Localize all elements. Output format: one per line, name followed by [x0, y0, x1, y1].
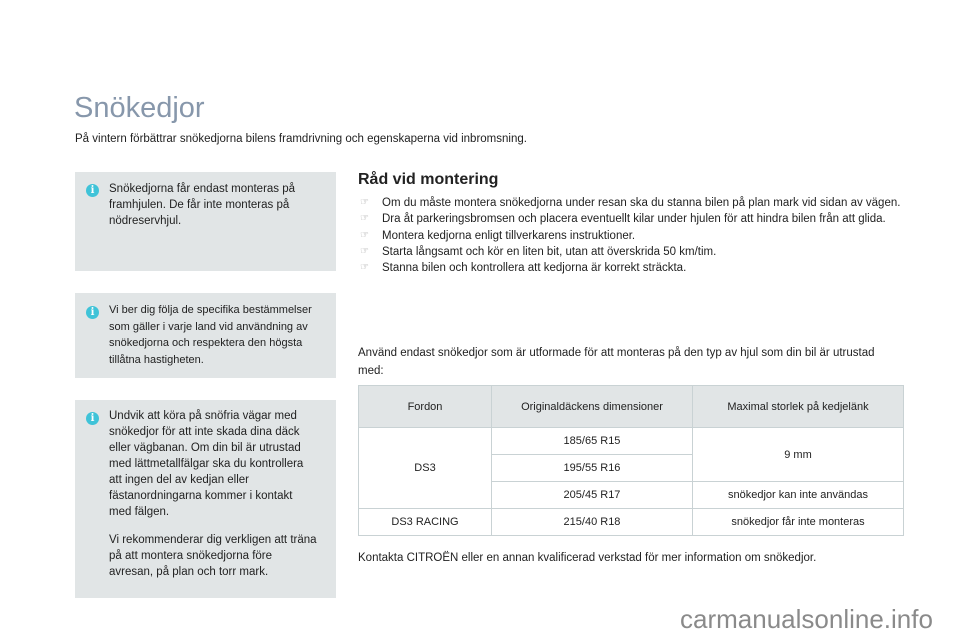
- vehicle-cell: DS3: [359, 428, 492, 509]
- tyre-cell: 215/40 R18: [492, 509, 693, 536]
- watermark: carmanualsonline.info: [680, 604, 933, 634]
- list-item: ☞ Montera kedjorna enligt tillverkarens instruktioner.: [358, 228, 908, 244]
- note-text: Undvik att köra på snöfria vägar med snökedjor för att inte skada dina däck eller vägbanan. Om din bil är utrustad med lättmetallfälgar ska du kontrollera att ingen del av kedjan eller fästanordningarna kommer i kontakt med fälgen.: [109, 410, 304, 518]
- vehicle-cell: DS3 RACING: [359, 509, 492, 536]
- info-note-3: [75, 400, 336, 598]
- pointing-hand-icon: ☞: [360, 197, 369, 208]
- pointing-hand-icon: ☞: [360, 245, 369, 257]
- info-icon: i: [86, 184, 99, 197]
- list-item: ☞ Dra åt parkeringsbromsen och placera eventuellt kilar under hjulen för att hindra bilen från att glida.: [358, 211, 908, 227]
- intro-text: På vintern förbättrar snökedjorna bilens framdrivning och egenskaperna vid inbromsning.: [75, 133, 527, 145]
- info-icon: i: [86, 306, 99, 319]
- pointing-hand-icon: ☞: [360, 229, 369, 241]
- pointing-hand-icon: ☞: [360, 213, 369, 225]
- list-item: ☞ Om du måste montera snökedjorna under resan ska du stanna bilen på plan mark vid sidan av vägen.: [358, 195, 908, 211]
- tyre-cell: 195/55 R16: [492, 455, 693, 482]
- list-item: ☞ Starta långsamt och kör en liten bit, utan att överskrida 50 km/tim.: [358, 244, 908, 260]
- advice-list: [358, 195, 908, 276]
- snow-chain-table: [358, 385, 904, 536]
- page-title: Snökedjor: [74, 92, 205, 124]
- contact-text: Kontakta CITROËN eller en annan kvalificerad verkstad för mer information om snökedjor.: [358, 552, 817, 564]
- tyre-cell: 205/45 R17: [492, 482, 693, 509]
- section-heading: Råd vid montering: [358, 171, 499, 188]
- note-text: Vi rekommenderar dig verkligen att träna på att montera snökedjorna före avresan, på plan och torr mark.: [109, 534, 317, 578]
- table-row: [359, 428, 904, 455]
- link-size-cell: 9 mm: [693, 428, 904, 482]
- pointing-hand-icon: ☞: [360, 262, 369, 274]
- column-header: Fordon: [359, 386, 492, 428]
- table-header-row: [359, 386, 904, 428]
- tyre-cell: 185/65 R15: [492, 428, 693, 455]
- note-text: Snökedjorna får endast monteras på framhjulen. De får inte monteras på nödreservhjul.: [109, 183, 296, 227]
- info-note-1: [75, 172, 336, 271]
- list-item: ☞ Stanna bilen och kontrollera att kedjorna är korrekt sträckta.: [358, 260, 908, 276]
- note-text: Vi ber dig följa de specifika bestämmelser som gäller i varje land vid användning av snökedjorna och respektera den högsta tillåtna hastigheten.: [109, 304, 312, 366]
- link-size-cell: snökedjor får inte monteras: [693, 509, 904, 536]
- column-header: Maximal storlek på kedjelänk: [693, 386, 904, 428]
- info-icon: i: [86, 412, 99, 425]
- info-note-2: [75, 293, 336, 378]
- link-size-cell: snökedjor kan inte användas: [693, 482, 904, 509]
- column-header: Originaldäckens dimensioner: [492, 386, 693, 428]
- usage-text: Använd endast snökedjor som är utformade för att monteras på den typ av hjul som din bil är utrustad med:: [358, 347, 875, 377]
- table-row: [359, 509, 904, 536]
